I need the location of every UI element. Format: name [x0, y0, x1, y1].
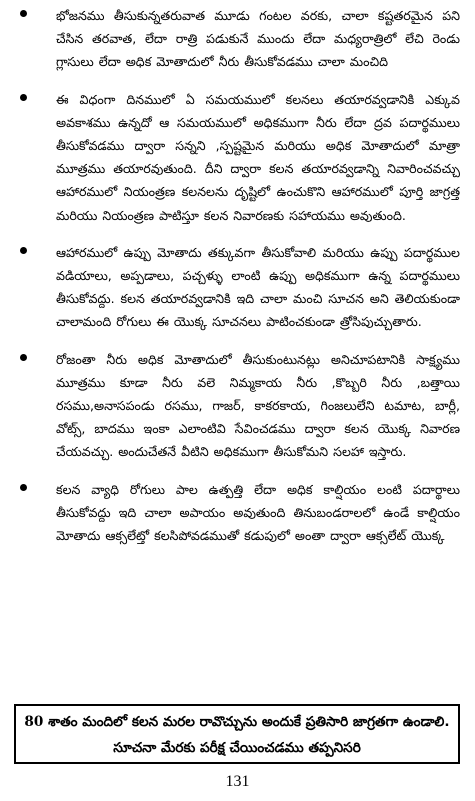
- bullet-item: [14, 348, 460, 464]
- bullet-dot-icon: [20, 94, 27, 101]
- bullet-dot-icon: [20, 10, 27, 17]
- bullet-text: రోజంతా నీరు అధిక మోతాదులో తీసుకుంటునట్లు అనిచూపటానికి సాక్ష్యము మూత్రము కూడా నీరు వలె నిమ్మకాయ నీరు ,కొబ్బరి నీరు ,బత్తాయి రసము,అనాసపండు రసము, గాజర్, కాకరకాయ, గింజలులేని టమాట, బార్లీ, వోట్స్, బాదము ఇంకా ఎలాంటివి సేవించడము ద్వారా కలన యొక్క నివారణ చేయవచ్చు. అందుచేతనే వీటిని అధికముగా తీసుకోమని సలహా ఇస్తారు.: [56, 351, 460, 460]
- note-percentage: 80: [24, 714, 44, 730]
- page-number: 131: [225, 773, 250, 790]
- bullet-text: ఈ విధంగా దినములో ఏ సమయములో కలనలు తయారవ్వడానికి ఎక్కువ అవకాశము ఉన్నదో ఆ సమయములో అధికముగా నీరు లేదా ద్రవ పదార్థములు తీసుకోవడము ద్వారా సన్నని ,స్పష్టమైన మరియు అధిక మోతాదులో మాత్రా మూత్రము తయారవుతుంది. దీని ద్వారా కలన తయారవ్వడాన్ని నివారించవచ్చు ఆహారములో నియంత్రణ కలనలను దృష్టిలో ఉంచుకొని ఆహారములో పూర్తి జాగ్రత్త మరియు నియంత్రణ పాటిస్తూ కలన నివారణకు సహాయము అవుతుంది.: [56, 91, 460, 223]
- bullet-text: భోజనము తీసుకున్నతరువాత మూడు గంటల వరకు, చాలా కష్టతరమైన పని చేసిన తరవాత, లేదా రాత్రి పడుకునే ముందు లేదా మధ్యరాత్రిలో లేచి రెండు గ్లాసులు లేదా అధిక మోతాదులో నీరు తీసుకోవడము చాలా మంచిది: [56, 8, 460, 70]
- note-body: శాతం మందిలో కలన మరల రావొచ్చును అందుకే ప్రతిసారి జాగ్రతగా ఉండాలి. సూచనా మేరకు పరీక్ష చేయించడము తప్పనిసరి: [43, 714, 450, 756]
- bullet-dot-icon: [20, 484, 27, 491]
- highlight-note-box: [14, 704, 460, 764]
- bullet-item: [14, 241, 460, 334]
- note-text: [22, 709, 452, 761]
- bullet-text: కలన వ్యాధి రోగులు పాల ఉత్పత్తి లేదా అధిక కాల్షియం లంటి పదార్థాలు తీసుకోవద్దు ఇది చాలా అపాయం అవుతుంది తినుబండరాలలో ఉండే కాల్షియం మోతాదు ఆక్సలేట్తో కలసిపోవడముతో కడుపులో అంతా ద్వారా ఆక్సలేట్ యొక్క: [56, 481, 460, 544]
- bullet-text: ఆహారములో ఉప్పు మోతాదు తక్కువగా తీసుకోవాలి మరియు ఉప్పు పదార్థముల వడియాలు, అప్పడాలు, పచ్చళ్ళు లాంటి ఉప్పు అధికముగా ఉన్న పదార్థములు తీసుకోవద్దు. కలన తయారవ్వడానికి ఇది చాలా మంచి సూచన అని తెలియకుండా చాలామంది రోగులు ఈ యొక్క సూచనలు పాటించకుండా త్రోసిపుచ్చుతారు.: [56, 244, 460, 330]
- bullet-item: [14, 4, 460, 74]
- bullet-dot-icon: [20, 354, 27, 361]
- bullet-item: [14, 478, 460, 548]
- bullet-dot-icon: [20, 247, 27, 254]
- bullet-list: [14, 4, 460, 561]
- bullet-item: [14, 88, 460, 227]
